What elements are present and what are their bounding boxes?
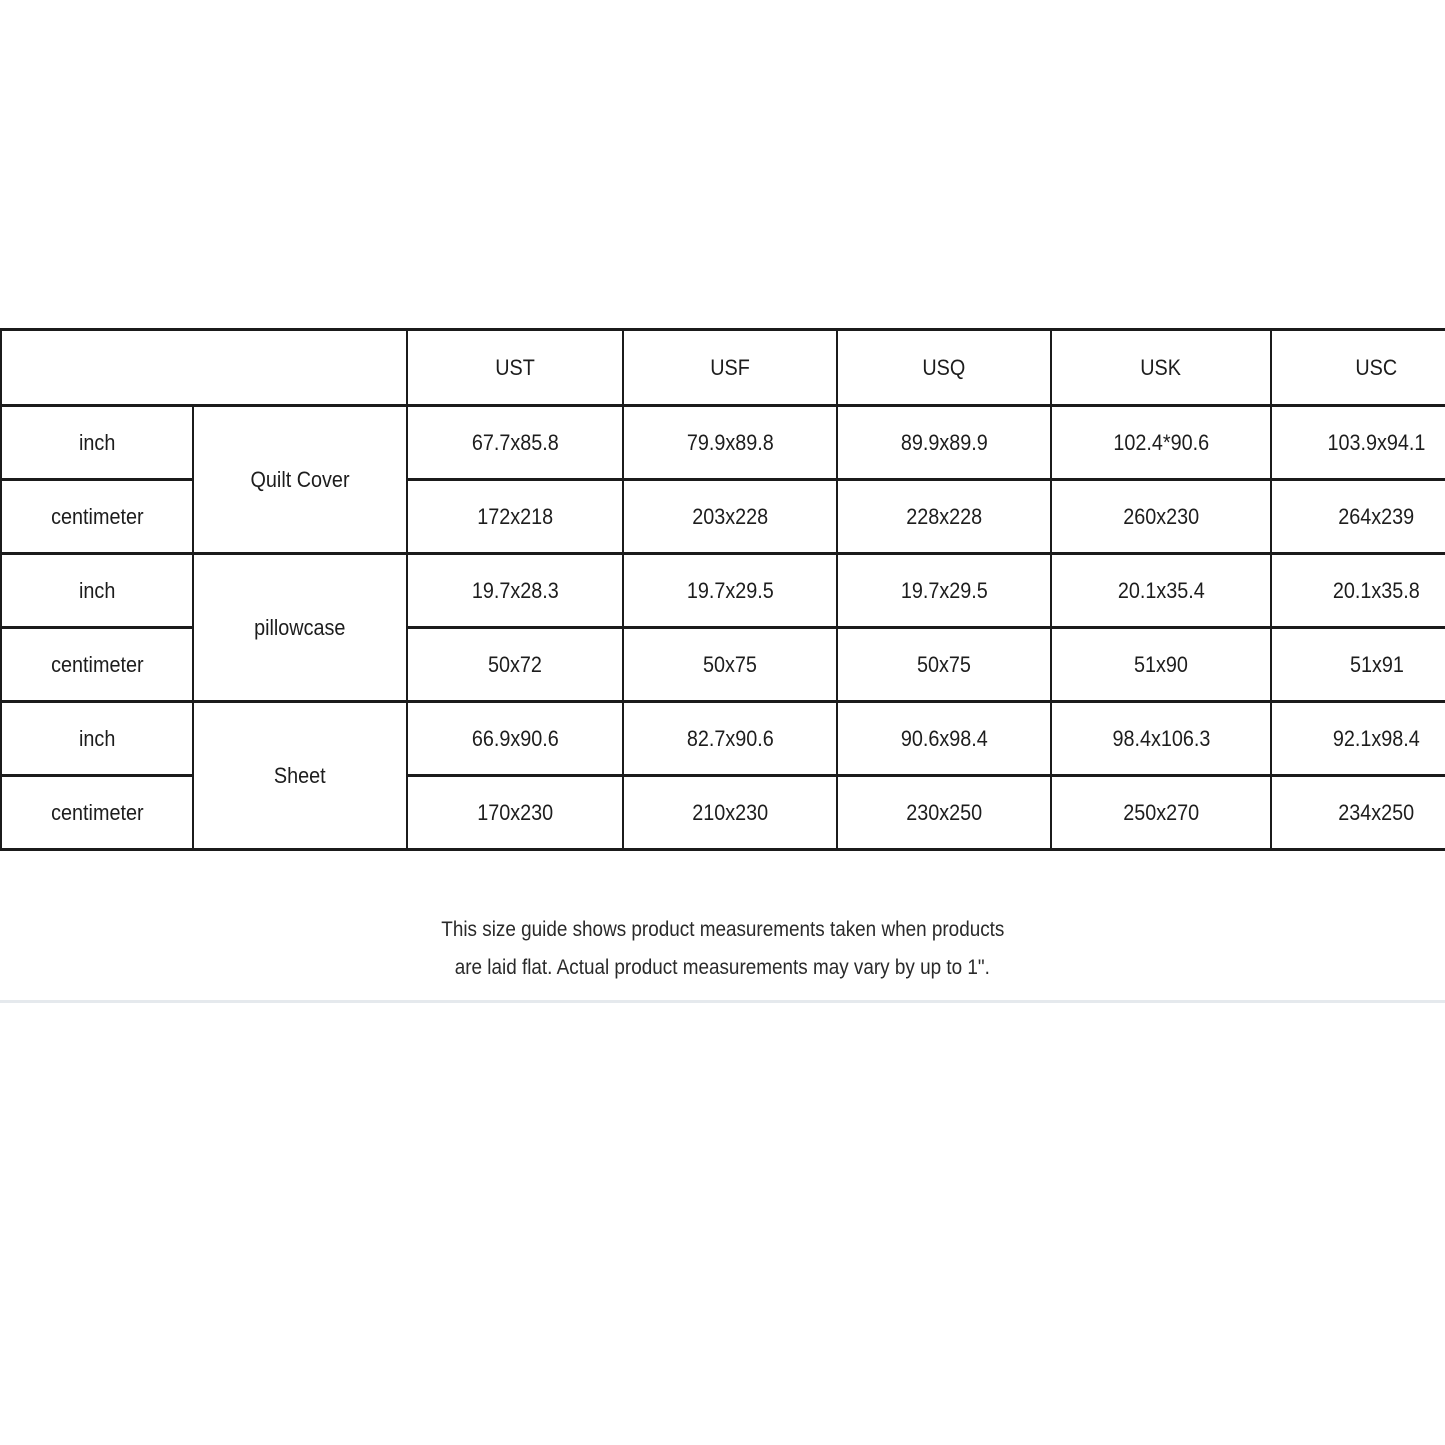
size-value-cell [1051,776,1271,850]
product-name: pillowcase [254,614,346,640]
size-value: 19.7x29.5 [686,577,774,603]
product-name-cell [193,554,407,702]
size-value: 102.4*90.6 [1113,429,1209,455]
size-column-header-ust [407,330,623,406]
unit-label-cell [1,628,193,702]
bottom-divider-line [0,1000,1445,1003]
size-value: 264x239 [1338,503,1415,529]
corner-cell [1,330,407,406]
size-value: 50x75 [917,651,971,677]
size-value: 67.7x85.8 [471,429,559,455]
unit-label: inch [78,429,116,455]
size-value: 234x250 [1338,799,1415,825]
size-value-cell [1051,480,1271,554]
size-guide-note [0,911,1445,987]
size-guide-table [0,328,1445,851]
size-value: 250x270 [1123,799,1199,825]
size-value-cell [407,628,623,702]
size-value: 90.6x98.4 [900,725,988,751]
size-value-cell [623,406,837,480]
size-value-cell [1271,702,1445,776]
size-value-cell [837,406,1051,480]
size-value: 92.1x98.4 [1333,725,1420,751]
size-value-cell [1271,554,1445,628]
size-value: 50x72 [488,651,542,677]
size-value-cell [1051,628,1271,702]
column-header-label: USK [1140,354,1182,380]
size-value: 203x228 [692,503,768,529]
unit-label: centimeter [50,503,144,529]
unit-label-cell [1,554,193,628]
size-value: 230x250 [906,799,982,825]
size-value-cell [837,480,1051,554]
column-header-label: UST [495,354,535,380]
size-value-cell [1271,406,1445,480]
column-header-label: USF [710,354,750,380]
size-value-cell [407,702,623,776]
size-column-header-usf [623,330,837,406]
unit-label-cell [1,406,193,480]
size-value-cell [837,702,1051,776]
size-value: 20.1x35.4 [1117,577,1205,603]
size-value-cell [623,480,837,554]
size-value: 19.7x28.3 [471,577,559,603]
size-column-header-usk [1051,330,1271,406]
size-value-cell [837,776,1051,850]
product-name-cell [193,702,407,850]
table-row [1,702,1445,776]
size-value-cell [1271,628,1445,702]
column-header-label: USC [1355,354,1398,380]
unit-label: inch [78,725,116,751]
unit-label: centimeter [50,651,144,677]
size-value: 51x91 [1349,651,1404,677]
size-value-cell [623,702,837,776]
product-name: Sheet [274,762,326,788]
size-value-cell [623,554,837,628]
size-value: 50x75 [703,651,757,677]
size-value-cell [837,628,1051,702]
size-value-cell [1051,406,1271,480]
product-name-cell [193,406,407,554]
size-value-cell [1271,776,1445,850]
size-value-cell [623,628,837,702]
size-column-header-usc [1271,330,1445,406]
size-value: 66.9x90.6 [471,725,559,751]
unit-label-cell [1,702,193,776]
size-value-cell [1051,554,1271,628]
size-value: 228x228 [906,503,982,529]
size-value: 260x230 [1123,503,1199,529]
size-value-cell [837,554,1051,628]
size-value-cell [1271,480,1445,554]
table-header-row [1,330,1445,406]
unit-label-cell [1,776,193,850]
size-table-container [0,328,1445,851]
table-row [1,554,1445,628]
size-value-cell [623,776,837,850]
size-value: 79.9x89.8 [686,429,774,455]
size-value: 51x90 [1134,651,1188,677]
unit-label: centimeter [50,799,144,825]
size-value: 98.4x106.3 [1112,725,1210,751]
size-value: 103.9x94.1 [1327,429,1426,455]
size-value-cell [1051,702,1271,776]
size-value: 89.9x89.9 [900,429,988,455]
column-header-label: USQ [922,354,966,380]
table-row [1,406,1445,480]
size-value: 19.7x29.5 [900,577,988,603]
unit-label: inch [78,577,116,603]
size-column-header-usq [837,330,1051,406]
size-value: 20.1x35.8 [1333,577,1420,603]
size-value: 82.7x90.6 [686,725,774,751]
size-value-cell [407,776,623,850]
note-line-1: This size guide shows product measurements taken when products [440,918,1005,941]
unit-label-cell [1,480,193,554]
size-value-cell [407,406,623,480]
size-value: 210x230 [692,799,768,825]
product-name: Quilt Cover [250,466,350,492]
size-value: 170x230 [477,799,553,825]
size-value: 172x218 [477,503,553,529]
size-value-cell [407,480,623,554]
note-line-2: are laid flat. Actual product measurements may vary by up to 1". [454,956,991,979]
size-value-cell [407,554,623,628]
